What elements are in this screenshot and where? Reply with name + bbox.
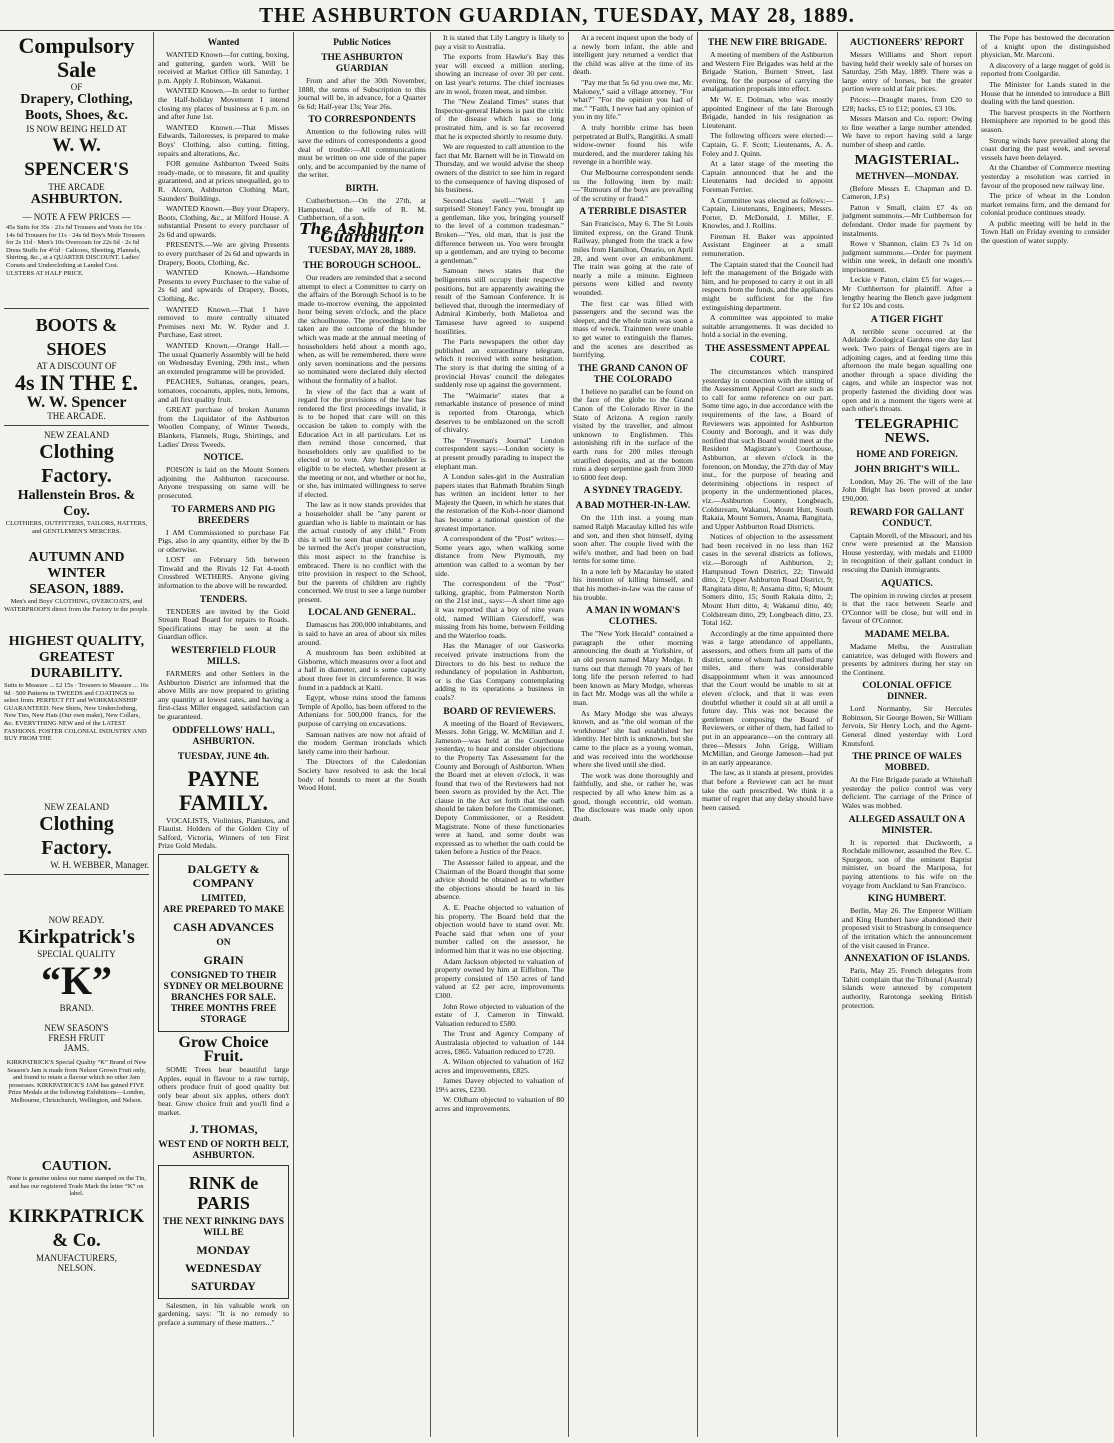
paper-title: The Ashburton Guardian. — [299, 219, 425, 247]
section-heading: NOTICE. — [203, 453, 244, 464]
ad-text: BRAND. — [59, 1003, 94, 1013]
ad-text: Boots, Shoes, &c. — [24, 108, 129, 123]
ad-store-name: W. W. SPENCER'S — [24, 135, 129, 180]
ad-text: OF — [70, 82, 83, 92]
ad-text: 4s IN THE £. — [14, 370, 139, 395]
article-heading: HOME AND FOREIGN. — [856, 449, 958, 460]
ad-clothing-factory: Clothing Factory. — [39, 441, 114, 487]
ad-dalgety: DALGETY & COMPANY — [187, 861, 260, 890]
article-heading: LOCAL AND GENERAL. — [308, 608, 416, 619]
ad-text: W. H. WEBBER, Manager. — [50, 860, 149, 870]
ad-text: ASHBURTON. — [30, 192, 123, 207]
section-heading: WESTERFIELD FLOUR MILLS. — [170, 646, 277, 668]
ad-text: WEDNESDAY — [185, 1260, 262, 1275]
article-heading: AQUATICS. — [881, 578, 933, 589]
ad-text: THE NEXT RINKING DAYS WILL BE — [162, 1216, 285, 1238]
ad-text: AUTUMN AND WINTER — [28, 550, 125, 581]
price-list: 45s Suits for 35s · 21s 6d Trousers and Vests for 16s · 14s 6d Trousers for 11s · 24s 6d Boy's Mole Trousers for 2s 11d · Men's 10s Overcoats for 22s 6d · 2s 6d Dress Stuffs for 4½d · Calicoes, Sheeting, Flannels, Shirting, &c., at a QUARTER DISCOUNT. Ladies' Corsets and Underclothing at Landed Cost. ULSTERS AT HALF PRICE. — [6, 224, 147, 277]
ad-text: CASH ADVANCES — [173, 919, 274, 934]
ad-text: NEW SEASON'S — [44, 1023, 109, 1033]
ad-text: GREATEST DURABILITY. — [30, 650, 123, 681]
article-heading: MAGISTERIAL. — [854, 152, 960, 168]
article-heading: REWARD FOR GALLANT CONDUCT. — [849, 507, 964, 529]
column-1-ads — [0, 32, 153, 1437]
article-heading: A TERRIBLE DISASTER — [579, 207, 687, 218]
section-heading: THE ASHBURTON GUARDIAN — [321, 53, 403, 74]
article-heading: A SYDNEY TRAGEDY. — [583, 486, 683, 497]
ad-body: CLOTHIERS, OUTFITTERS, TAILORS, HATTERS, and GENTLEMEN'S MERCERS. — [5, 520, 148, 535]
ad-text: J. THOMAS, — [189, 1121, 258, 1136]
article-heading: METHVEN—MONDAY. — [855, 171, 959, 182]
ad-text: — NOTE A FEW PRICES — — [22, 212, 131, 222]
column-7-news: AUCTIONEERS' REPORT Messrs Williams and Short report having held their weekly sale of horses on Saturday, 25th May, 1889. There was a large entry of horses, but the greater portion were sold at fair prices. Prices:—Draught mares, from £20 to £28; hacks, £5 to £12; ponies, £3 10s. Messrs Matson and Co. report: Owing to fine weather a large number attended. We have to report having sold a large number of sheep and cattle. MAGISTERIAL. METHVEN—MONDAY. (Before Messrs E. Chapman and D. Cameron, J.P.s) Patton v Small, claim £7 4s on judgment summons.—Mr Cuthbertson for defendant. Order made for payment by instalments. Rowe v Shannon, claim £3 7s 1d on judgment summons.—Order for payment within one week, in default one month's imprisonment. Leckie v Paton, claim £5 for wages.—Mr Cuthbertson for plaintiff. After a lengthy hearing the Bench gave judgment for £2 10s and costs. A TIGER FIGHT A terrible scene occurred at the Adelaide Zoological Gardens one day last week. Two pairs of Bengal tigers are in adjoining cages, and at feeding time this afternoon the male began squalling one another through a space dividing the cages, and while an inspector was not properly fastened the dividing door was open and in a moment the tigers were at each other's throats. TELEGRAPHIC NEWS. HOME AND FOREIGN. JOHN BRIGHT'S WILL. London, May 26. The will of the late John Bright has been proved at under £90,000. REWARD FOR GALLANT CONDUCT. Captain Morell, of the Missouri, and his crew were presented at the Mansion House yesterday, with medals and £1000 in recognition of their gallant conduct in rescuing the Danish immigrants. AQUATICS. The opinion in rowing circles at present is that the race between Searle and O'Connor will be close, but will end in favour of O'Connor. MADAME MELBA. Madame Melba, the Australian cantatrice, was deluged with flowers and presents by admirers during her stay on the Continent. COLONIAL OFFICE DINNER. Lord Normanby, Sir Hercules Robinson, Sir George Bowen, Sir William Jervois, Sir Henry Loch, and the Agent-General dined yesterday with Lord Knutsford. THE PRINCE OF WALES MOBBED. At the Fire Brigade parade at Whitehall yesterday the police control was very deficient. The carriage of the Prince of Wales was mobbed. ALLEGED ASSAULT ON A MINISTER. It is reported that Duckworth, a Rochdale millowner, assaulted the Rev. C. Spurgeon, son of the eminent Baptist minister, on board the Mariposa, for paying attentions to his wife on the voyage from Auckland to San Francisco. KING HUMBERT. Berlin, May 26. The Emperor William and King Humbert have abandoned their proposed visit to Strasburg in consequence of the irritation which the announcement of the visit caused in France. ANNEXATION OF ISLANDS. Paris, May 25. French delegates from Tahiti complain that the Tribunal (Austral) islands were annexed by competent authority, Rarotonga seeking British protection. — [842, 38, 972, 1010]
ad-text: Drapery, Clothing, — [20, 92, 133, 107]
ad-body: None is genuine unless our name stamped on the Tin, and has our registered Trade Mark the letter “K” on label. — [6, 1175, 146, 1198]
article-heading: JOHN BRIGHT'S WILL. — [854, 464, 960, 475]
ad-text: “K” — [40, 958, 113, 1003]
ad-rink-de-paris: RINK de PARIS — [188, 1172, 259, 1213]
ad-body: Suits to Measure ... £2 15s · Trousers to Measure ... 16s 9d · 500 Patterns in TWEEDS and COATINGS to select from. PERFECT FIT and WORKMANSHIP GUARANTEED. New Shirts, New Underclothing, New Ties, New Hats (Our own make), New Collars, &c. EVERYTHING NEW and of the LATEST FASHIONS. FOSTER COLONIAL INDUSTRY AND BUY FROM THE — [4, 682, 149, 743]
article-heading: THE NEW FIRE BRIGADE. — [707, 38, 828, 48]
article-heading: THE BOROUGH SCHOOL. — [303, 260, 421, 271]
ad-text: HIGHEST QUALITY, — [8, 634, 145, 649]
article-heading: THE GRAND CANON OF THE COLORADO — [577, 363, 689, 385]
ad-text: FRESH FRUIT — [48, 1033, 105, 1043]
article-heading: A MAN IN WOMAN'S CLOTHES. — [585, 606, 681, 628]
section-heading: TUESDAY, JUNE 4th. — [177, 751, 270, 762]
ad-text: JAMS. — [63, 1043, 90, 1053]
section-heading: Wanted — [207, 38, 240, 48]
ad-text: NEW ZEALAND — [43, 430, 110, 440]
section-heading: BIRTH. — [345, 183, 379, 194]
ad-body: Men's and Boys' CLOTHING, OVERCOATS, and WATERPROOFS direct from the Factory to the people. — [4, 598, 149, 613]
article-heading: TELEGRAPHIC NEWS. — [855, 416, 959, 446]
ad-text: SPECIAL QUALITY — [37, 949, 116, 959]
ad-text: W. W. Spencer — [26, 394, 127, 411]
ad-text: Hallenstein Bros. & Coy. — [17, 488, 136, 519]
column-6-news: THE NEW FIRE BRIGADE. A meeting of members of the Ashburton and Western Fire Brigades was held at the Brigade Station, Burnett Street, last evening, for the purpose of carrying the amalgamation proposals into effect. Mr W. E. Dolman, who was mostly appointed Engineer of the late Borough Brigade, handed in his resignation as Lieutenant. The following officers were elected:—Captain, G. F. Scott; Lieutenants, A. A. Foley and J. Quinn. At a later stage of the meeting the Captain announced that he and the Lieutenants had decided to appoint Foreman Ferrier. A Committee was elected as follows:—Captain, Lieutenants, Engineers, Messrs. Porter, D. McDonald, J. Miller, F. Knowles, and J. Rollins. Fireman H. Baker was appointed Assistant Engineer at a small remuneration. The Captain stated that the Council had left the management of the Brigade with him, and he proposed to carry it out in all respects from the funds, and the appliances might be sufficient for the fire extinguishing department. A committee was appointed to make suitable arrangements. It was decided to hold a social in the evening. THE ASSESSMENT APPEAL COURT. The circumstances which transpired yesterday in connection with the sitting of the Assessment Appeal Court are such as to call for some reference on our part. Some time ago, in due accordance with the requirements of the law, a Board of Reviewers was appointed for Ashburton County and Borough, and it was duly notified that such Board would meet at the Resident Magistrate's Courthouse, Ashburton, at eleven o'clock in the forenoon, on Monday, the 27th day of May inst., for the purpose of hearing and determining objections in respect of property in the undermentioned places, viz.—Ashburton County, Longbeach, Coldstream, Wakanui, Mount Hutt, South Rakaia, Mount Somers, Anama, Rangitata, and Upper Ashburton Road Districts. Notices of objection to the assessment had been received in no less than 162 cases in the several districts as follows, viz.—Borough of Ashburton, 2; Hampstead Town District, 22; Tinwald ditto, 2; Upper Ashburton Road District, 9; Rangitata ditto, 8; Ansama ditto, 6; Mount Somers ditto, 15; South Rakaia ditto, 2; Mount Hutt ditto, 4; Wakanui ditto, 40; Coldstream ditto, 29; Longbeach ditto, 23. Total 162. Accordingly at the time appointed there was a large attendance of appellants, assessors, and others from all parts of the district, some of whom had travelled many miles, and there was considerable disappointment when it was announced that the Court would be unable to sit at eleven o'clock, and that it was even doubtful whether it could sit at all until a future day. This was not because the gentlemen composing the Board of Reviewers, or either of them, had failed to put in an appearance—on the contrary all three—Messrs John Grigg, William McMillan, and George Jameson—had put in an early appearance. The law, as it stands at present, provides that before a Reviewer can act he must take the oath prescribed. We think it a matter of regret that any delay should have been caused. — [702, 38, 833, 812]
ad-text: CAUTION. — [41, 1159, 112, 1174]
ad-text: NOW READY. — [48, 915, 105, 925]
masthead: THE ASHBURTON GUARDIAN, TUESDAY, MAY 28, 1889. — [0, 0, 1114, 31]
article-heading: KING HUMBERT. — [867, 894, 947, 905]
article-heading: BOARD OF REVIEWERS. — [443, 706, 556, 717]
article-heading: THE ASSESSMENT APPEAL COURT. — [705, 344, 830, 365]
article-heading: ANNEXATION OF ISLANDS. — [844, 954, 970, 965]
column-2-classifieds: Wanted WANTED Known—for cutting, boxing, and guttering, garden work. Will be received at Market Office till Saturday, 1 p.m. Apply J. Robinson, Wakanui. WANTED Known.—In order to further the Half-holiday Movement I intend closing my places of business at 6 p.m. on and after June 1st. WANTED Known.—That Misses Edwards, Tailoresses, is prepared to make Boys' Clothing, also cutting, fitting, repairs and alterations, &c. FOR genuine Ashburton Tweed Suits ready-made, or to measure, fit and quality guaranteed, and at prices unequalled, go to R. Alcorn, Ashburton Clothing Mart, Saunders' Buildings. WANTED Known.—Buy your Drapery, Boots, Clothing, &c., at Milford House. A substantial Present to every purchaser of 2s 6d and upwards. PRESENTS.—We are giving Presents to every purchaser of 2s 6d and upwards in Drapery, Boots, Clothing, &c. WANTED Known.—Handsome Presents to every Purchaser to the value of 2s 6d and upwards of Drapery, Boots, Clothing, &c. WANTED Known.—That I have removed to more centrally situated Premises next Mr. W. Ryder and J. Purchase, East street. WANTED Known.—Orange Hall.—The usual Quarterly Assembly will be held on Wednesday Evening, 29th inst., when an extended programme will be provided. PEACHES, Sultanas, oranges, pears, tomatoes, cocoanuts, apples, nuts, lemons, and all first quality fruit. GREAT purchase of broken Autumn from the Liquidator of the Ashburton Woollen Company, of Winter Tweeds, Blankets, Flannels, Rugs, Shirtings, and Ladies' Dress Tweeds. NOTICE. POISON is laid on the Mount Somers adjoining the Ashburton racecourse. Anyone trespassing on same will be prosecuted. TO FARMERS AND PIG BREEDERS I AM Commissioned to purchase Fat Pigs, also in any quantity, either by the lb or otherwise. LOST on February 5th between Tinwald and the Rivals 12 Fat 4-tooth Crossbred WETHERS. Anyone giving information to the above will be rewarded. TENDERS. TENDERS are invited by the Gold Stream Road Board for repairs to Roads. Specifications may be seen at the Guardian office. WESTERFIELD FLOUR MILLS. FARMERS and other Settlers in the Ashburton District are informed that the above Mills are now prepared to gristing any quantity at lowest rates, and having a first-class Miller engaged, satisfaction can be guaranteed. ODDFELLOWS' HALL, ASHBURTON. TUESDAY, JUNE 4th. PAYNE FAMILY. VOCALISTS, Violinists, Pianistes, and Flautist. Holders of the Golden City of Salford, Victoria, Winners of ten First Prize Gold Medals. DALGETY & COMPANY LIMITED, ARE PREPARED TO MAKE CASH ADVANCES ON GRAIN CONSIGNED TO THEIR SYDNEY OR MELBOURNE BRANCHES FOR SALE. THREE MONTHS FREE STORAGE Grow Choice Fruit. SOME Trees bear beautiful large Apples, equal in flavour to a raw turnip, others produce fruit of good quality but only bear about six apples, others don't bear. Grow choice fruit and you'll find a market. J. THOMAS, WEST END OF NORTH BELT, ASHBURTON. RINK de PARIS THE NEXT RINKING DAYS WILL BE MONDAY WEDNESDAY SATURDAY Salesmen, in his valuable work on gardening, says: "It is no remedy to preface a summary of these matters..." — [158, 38, 289, 1327]
article-heading: MADAME MELBA. — [864, 629, 950, 640]
article-heading: ALLEGED ASSAULT ON A MINISTER. — [848, 814, 966, 836]
column-4-news: It is stated that Lily Langtry is likely to pay a visit to Australia. The exports from Hawke's Bay this year will exceed a million sterling, showing an increase of over 30 per cent. on last year's returns. The chief increases are in wool, frozen meat, and timber. The "New Zealand Times" states that Inspector-general Habens is past the critic of the disease which has so long prostrated him, and is so far recovered that he is expected shortly to resume duty. We are requested to call attention to the fact that Mr. Barnett will be in Tinwald on Thursday, and we would advise the sheep owners of the district to see him in regard to the consequence of having disposed of his business. Second-class swell—"Well I am surprised! Stoney! Fancy you, brought up a gentleman, like you, bringing yourself to the level of a common tradesman." Broken—"Yes, old man, that is just the difference between us. You were brought up a gentleman, and are trying to become a gentleman." Samoan news states that the belligerents still occupy their respective positions, but are apparently awaiting the result of the Samoan Conference. It is believed that, through the intermediary of Admiral Kimberly, both Malietoa and Tamasese have agreed to suspend hostilities. The Paris newspapers the other day published an extraordinary telegram, which it received with some hesitation. The story is that during the sitting of a provincial Hovas' council the delegates suddenly rose up against the government. The "Waimarie" states that a remarkable instance of presence of mind is reported from Otaronga, which deserves to be emblazoned on the scroll of chivalry. The "Freeman's Journal" London correspondent says:—London society is at present proudly parading to inspect the elephant man. A London sales-girl in the Australian papers states that Rahmath Ibrahim Singh has written an incident letter to her Majesty the Queen, in which he states that the restoration of the Koh-i-noor diamond has become a national question of the greatest importance. A correspondent of the "Post" writes:—Some years ago, when walking some distance from New Plymouth, my attention was called to a woman by her side. The correspondent of the "Post" talking, graphic, from Palmerston North on the 21st inst., says:—A short time ago it was reported that a boy of nine years old, named William Giersdorff, was missing from his home, between Feilding and the Waterloo roads. Has the Manager of our Gasworks received private instructions from the Directors to do his best to reduce the redundancy of population in Ashburton, or is the Gas Company contemplating adding to its operations a business in coals? BOARD OF REVIEWERS. A meeting of the Board of Reviewers, Messrs. John Grigg, W. McMillan and J. Jameson—was held at the Courthouse yesterday, to hear and consider objections to the Property Tax Assessment for the County and Borough of Ashburton. When the Board met at eleven o'clock, it was found that two of the Reviewers had not been sworn as provided by the Act. The clause in the Act set forth that the oath should be taken before the Commissioner, Deputy Commissioner, or a Resident Magistrate. None of these functionaries were at hand, and some doubt was expressed as to whether the oath could be taken before a Justice of the Peace. The Assessor failed to appear, and the Chairman of the Board thought that some advice should be obtained as to whether the objections should be heard in his absence. A. E. Peache objected to valuation of his property. The Board held that the objection would have to stand over. Mr. Peache said that when one of your number called on the assessor, he informed him that it was no use objecting. Adam Jackson objected to valuation of property owned by him at Eiffelton. The property consisted of 150 acres of land valued at £2 per acre, improvements £300. John Rowe objected to valuation of the estate of J. Cameron in Tinwald. Valuation reduced to £580. The Trust and Agency Company of Australasia objected to valuation of 144 acres, £865. Valuation reduced to £720. A. Wilson objected to valuation of 162 acres and improvements, £825. James Davey objected to valuation of 19½ acres, £230. W. Oldham objected to valuation of 80 acres and improvements. — [435, 33, 564, 1114]
article-heading: THE PRINCE OF WALES MOBBED. — [852, 752, 962, 774]
section-heading: TUESDAY, MAY 28, 1889. — [308, 245, 416, 256]
ad-text: KIRKPATRICK & Co. — [8, 1206, 145, 1251]
ad-text: NEW ZEALAND — [43, 802, 110, 812]
ad-grow-fruit: Grow Choice Fruit. — [178, 1033, 269, 1065]
article-heading: A TIGER FIGHT — [870, 314, 944, 325]
ad-kirkpatrick: Kirkpatrick's — [18, 926, 135, 948]
ad-payne-family: PAYNE FAMILY. — [178, 765, 269, 815]
section-heading: ODDFELLOWS' HALL, ASHBURTON. — [172, 725, 275, 747]
ad-body: KIRKPATRICK'S Special Quality “K” Brand of New Season's Jam is made from Nelson Grown Fruit only, and found to retain a flavour which no other Jam possesses. KIRKPATRICK'S JAM has gained FIVE Prize Medals at the following Exhibitions—London, Melbourne, Christchurch, Wellington, and Nelson. — [6, 1059, 147, 1104]
ad-boots-heading: BOOTS & SHOES — [35, 315, 118, 359]
column-5-news: At a recent inquest upon the body of a newly born infant, the able and intelligent jury returned a verdict that the child was alive at the time of its death. "Pay me that 5s 6d you owe me, Mr. Maloney," said a village attorney. "For what?" "For the opinion you had of me." "Faith, I never had any opinion of you in my life." A truly horrible crime has been perpetrated at Bull's, Rangitiki. A small widow-owner found his wife murdered, and the murderer taking his revenge in a horrible way. Our Melbourne correspondent sends us the following item by mail:—"Rumours of the boys are prevailing of the scrutiny or fraud." A TERRIBLE DISASTER San Francisco, May 6. The St Louis limited express, on the Grand Trunk Railway, plunged from the track a few miles from Hamilton, Ontario, on April 28, and went over an embankment. The train was going at the rate of nearly a mile a minute. Eighteen persons were killed and twenty wounded. The first car was filled with passengers and the second was the sleeper, and the whole train was soon a mass of wreck. Trainmen were unable to get water to extinguish the flames, and the scenes are described as horrifying. THE GRAND CANON OF THE COLORADO I believe no parallel can be found on the face of the globe to the Grand Canon of the Colorado River in the State of Arizona. A region rarely visited by the traveller, and almost unknown to Englishmen. This astonishing rift in the surface of the earth runs for 200 miles through stratified deposits, and at the bottom runs a deep serpentine gash from 3000 to 6000 feet deep. A SYDNEY TRAGEDY. A BAD MOTHER-IN-LAW. On the 11th inst. a young man named Ralph Macaulay killed his wife and son, and then shot himself, dying soon after. The couple lived with the wife's mother, and had been on bad terms for some time. In a note left by Macaulay he stated his intention of killing himself, and that his mother-in-law was the cause of his trouble. A MAN IN WOMAN'S CLOTHES. The "New York Herald" contained a paragraph the other morning announcing the death at Yorkshire, of an old person named Mary Modge. It turns out that through 70 years of her long life the person referred to had been known as Mary Modge, whereas in fact Mr. Modge was all the while a man. As Mary Modge she was always known, and as "the old woman of the workhouse" she had established her identity. Her birth is unknown, but she came to the place as a young woman, and was received into the workhouse where she lived until she died. The work was done thoroughly and faithfully, and she, or rather he, was respected by all who knew him as a good, though eccentric, old woman. The disclosure was made only upon death. — [573, 33, 693, 823]
column-8-news: The Pope has bestowed the decoration of a knight upon the distinguished physician, Mr. Marconi. A discovery of a large nugget of gold is reported from Coolgardie. The Minister for Lands stated in the House that he intended to introduce a Bill dealing with the land question. The harvest prospects in the Northern Hemisphere are reported to be good this season. Strong winds have prevailed along the coast during the past week, and several vessels have been delayed. At the Chamber of Commerce meeting yesterday a resolution was carried in favour of the proposed new railway line. The price of wheat in the London market remains firm, and the demand for colonial produce continues steady. A public meeting will be held in the Town Hall on Friday evening to consider the question of water supply. — [981, 33, 1110, 246]
ad-text: MONDAY — [196, 1242, 251, 1257]
ad-text: THE ARCADE — [48, 182, 105, 192]
section-heading: TO CORRESPONDENTS — [308, 115, 416, 126]
ad-compulsory-sale: Compulsory Sale — [18, 33, 135, 82]
ad-text: GRAIN — [203, 952, 244, 967]
ad-text: SATURDAY — [191, 1278, 256, 1293]
article-heading: A BAD MOTHER-IN-LAW. — [575, 501, 691, 512]
column-3-editorial: Public Notices THE ASHBURTON GUARDIAN From and after the 30th November, 1888, the terms of Subscription to this journal will be, in advance, for a Quarter 6s 6d; Half-year 13s; Year 26s. TO CORRESPONDENTS Attention to the following rules will save the editors of correspondents a good deal of trouble:—All communications must be written on one side of the paper only, and be accompanied by the name of the writer. BIRTH. Cutherbertson.—On the 27th, at Hampstead, the wife of R. M. Cuthbertson, of a son. The Ashburton Guardian. TUESDAY, MAY 28, 1889. THE BOROUGH SCHOOL. Our readers are reminded that a second attempt to elect a Committee to carry on the affairs of the Borough School is to be made to-morrow evening, the appointed hour being seven o'clock, and the place the schoolhouse. The proceedings to be taken are the outcome of the blunder which was made at the annual meeting of householders held about a month ago, when, as will be remembered, there were only seven nominations and the persons so nominated were declared duly elected without the formality of a ballot. In view of the fact that a want of regard for the provisions of the law has rendered the first proceedings invalid, it is to be hoped that care will on this occasion be taken to comply with the Education Act in all particulars. Let us then remind those concerned, that householders only are qualified to be elected or to vote. Any householder is eligible to be elected, whether present at the meeting or not, and whether or not he, or she, has intimated willingness to serve if elected. The law as it now stands provides that a householder shall be "any parent or guardian who is liable to maintain or has the actual custody of any child." From this it will be seen that under what may be termed the Act's proper construction, this most aspect to the franchise is embraced. There is no conflict with the trite provision in respect to the School, but the parents of children are rightly concerned. We trust to see a large number present. LOCAL AND GENERAL. Damascus has 200,000 inhabitants, and is said to have an area of about six miles around. A mushroom has been exhibited at Gisborne, which measures over a foot and a half in diameter, and is some capacity about three feet in circumference. It was found in a paddock at Kaiti. Egypt, whose ruins stood the famous Temple of Apollo, has been offered to the Athenians for 500,000 francs, for the purpose of carrying on excavations. Samoan natives are now not afraid of the modern German ironclads which lately came into their harbour. The Directors of the Caledonian Society have resolved to ask the local body of hounds to meet at the South Wood Hotel. — [298, 38, 426, 793]
article-heading: AUCTIONEERS' REPORT — [850, 38, 964, 48]
ad-text: NELSON. — [57, 1263, 96, 1273]
ad-text: IS NOW BEING HELD AT — [26, 124, 127, 134]
section-heading: TENDERS. — [199, 594, 248, 605]
ad-text: MANUFACTURERS, — [35, 1253, 118, 1263]
ad-text: Clothing Factory. — [39, 813, 114, 859]
section-heading: Public Notices — [333, 38, 391, 48]
article-heading: COLONIAL OFFICE DINNER. — [862, 681, 952, 703]
ad-text: THE ARCADE. — [47, 411, 106, 421]
ad-text: SEASON, 1889. — [29, 582, 124, 597]
ad-text: AT A DISCOUNT OF — [36, 361, 117, 371]
